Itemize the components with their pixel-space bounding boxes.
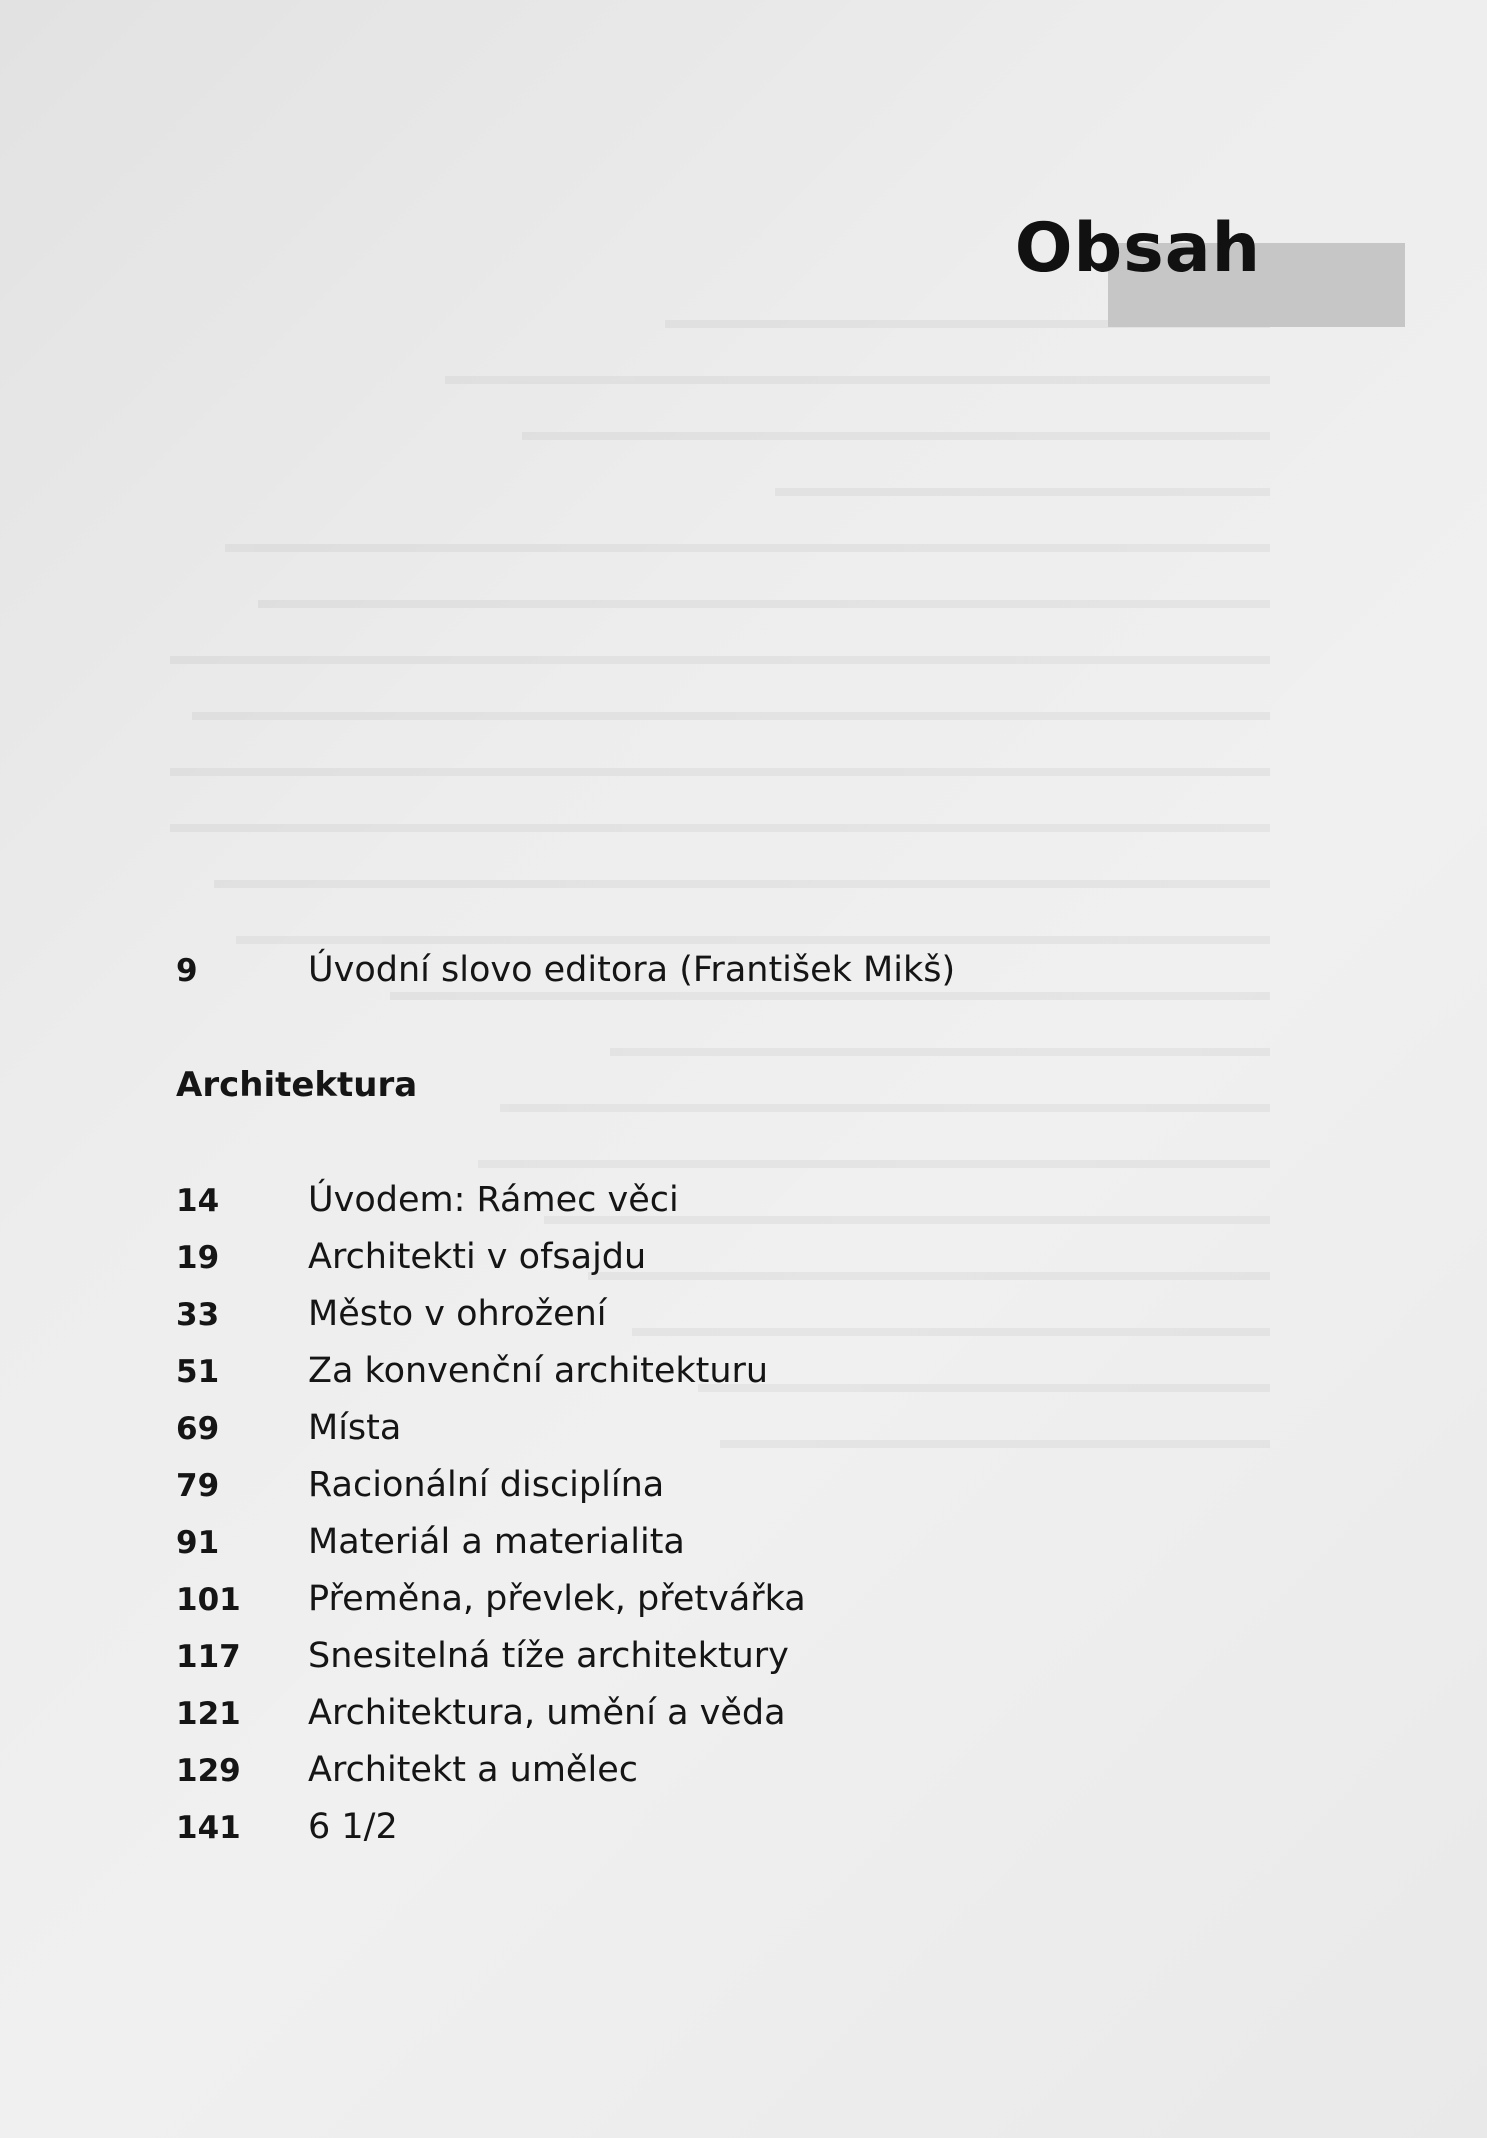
toc-entry-title: Místa	[308, 1408, 402, 1448]
toc-entry-intro	[176, 950, 955, 1006]
toc-entry	[176, 1465, 664, 1521]
toc-entry-title: Materiál a materialita	[308, 1522, 685, 1562]
toc-entry	[176, 1636, 789, 1692]
toc-entry	[176, 1351, 768, 1407]
toc-entry-title: Přeměna, převlek, přetvářka	[308, 1579, 806, 1619]
toc-entry	[176, 1237, 646, 1293]
toc-entry-title: Úvodní slovo editora (František Mikš)	[308, 950, 956, 990]
section-heading: Architektura	[176, 1065, 418, 1105]
toc-entry	[176, 1750, 638, 1806]
toc-page-number: 141	[176, 1810, 241, 1846]
toc-entry-title: Architekti v ofsajdu	[308, 1237, 647, 1277]
toc-entry-title: Za konvenční architekturu	[308, 1351, 769, 1391]
toc-page-number: 129	[176, 1753, 241, 1789]
toc-entry	[176, 1807, 398, 1863]
toc-entry-title: Snesitelná tíže architektury	[308, 1636, 789, 1676]
toc-page-number: 14	[176, 1183, 220, 1219]
toc-page-number: 9	[176, 953, 198, 989]
toc-entry	[176, 1408, 401, 1464]
toc-page-number: 101	[176, 1582, 241, 1618]
toc-entry-title: Architektura, umění a věda	[308, 1693, 786, 1733]
toc-entry-title: Úvodem: Rámec věci	[308, 1180, 679, 1220]
toc-entry	[176, 1522, 685, 1578]
toc-entry	[176, 1693, 786, 1749]
toc-page-number: 91	[176, 1525, 220, 1561]
toc-entry-title: Město v ohrožení	[308, 1294, 607, 1334]
toc-page-number: 19	[176, 1240, 220, 1276]
toc-entry	[176, 1180, 679, 1236]
toc-page-number: 33	[176, 1297, 220, 1333]
toc-page-number: 51	[176, 1354, 220, 1390]
toc-page-number: 69	[176, 1411, 220, 1447]
toc-entry	[176, 1579, 806, 1635]
toc-entry-title: Racionální disciplína	[308, 1465, 665, 1505]
toc-entry-title: 6 1/2	[308, 1807, 398, 1847]
toc-entry	[176, 1294, 607, 1350]
toc-page-number: 79	[176, 1468, 220, 1504]
toc-page-number: 117	[176, 1639, 241, 1675]
toc-entry-title: Architekt a umělec	[308, 1750, 638, 1790]
toc-page-number: 121	[176, 1696, 241, 1732]
page-title: Obsah	[1014, 209, 1261, 288]
